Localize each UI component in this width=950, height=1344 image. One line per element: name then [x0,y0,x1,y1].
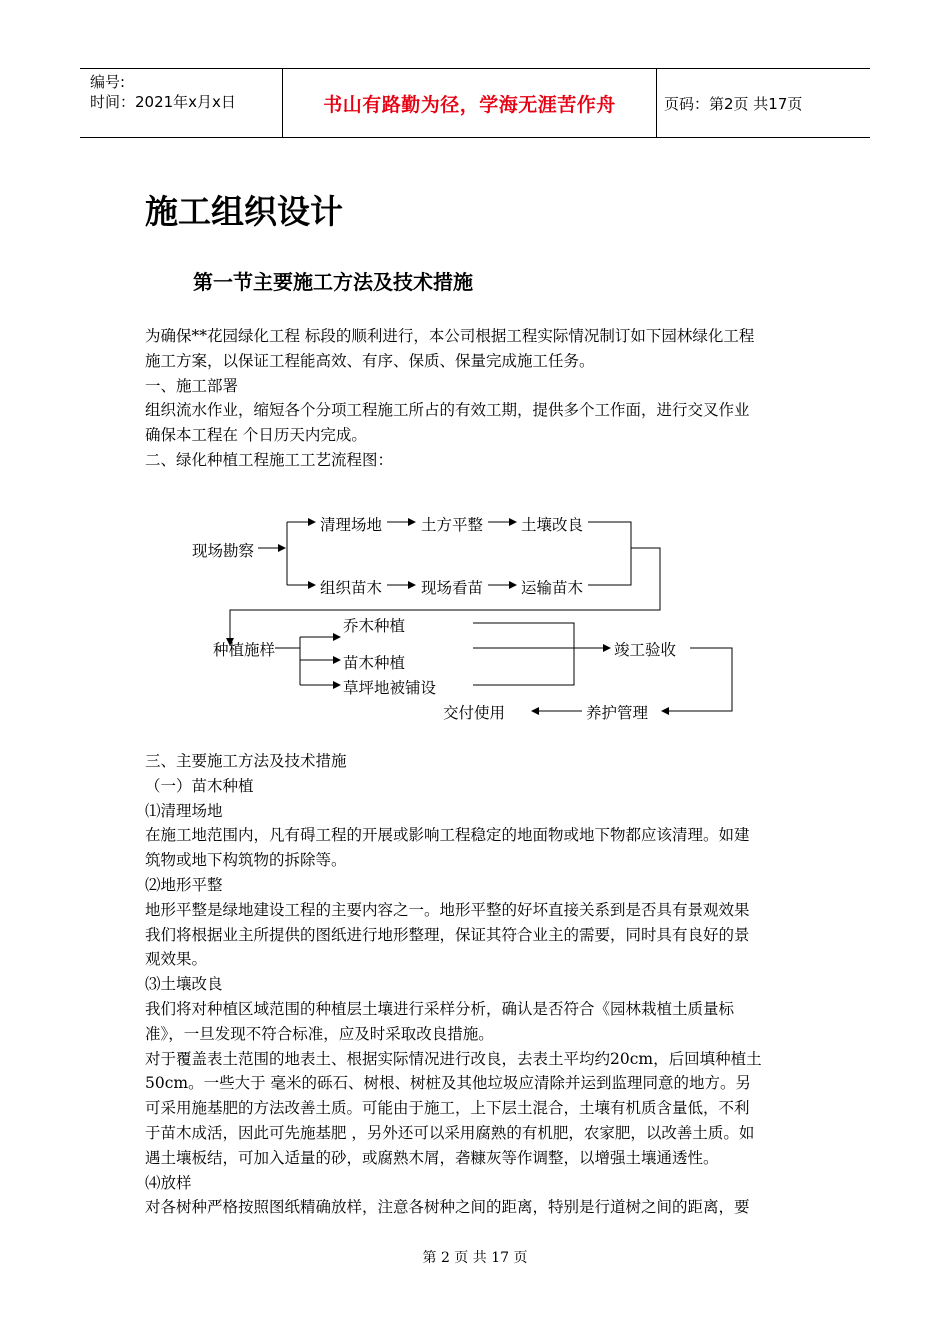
text-line: 为确保**花园绿化工程 标段的顺利进行，本公司根据工程实际情况制订如下园林绿化工程 [145,327,755,345]
text-line: ⑵地形平整 [145,875,223,894]
merge-bracket-2 [473,623,574,685]
node-clear-site: 清理场地 [320,516,383,534]
document-title: 施工组织设计 [145,192,343,231]
header-motto-cell [282,69,657,137]
number-label: 编号: [90,73,126,91]
merge-bracket [588,522,631,585]
node-seedling-planting: 苗木种植 [343,654,406,672]
body-text [145,749,810,1220]
page-header [80,68,870,138]
text-line: 观效果。 [145,950,208,969]
text-line: 一、施工部署 [145,376,239,395]
node-organize-seedlings: 组织苗木 [320,579,383,597]
text-line: 于苗木成活，因此可先施基肥 ，另外还可以采用腐熟的有机肥，农家肥，以改善土质。如 [145,1123,755,1142]
text-line: 可采用施基肥的方法改善土质。可能由于施工，上下层土混合，土壤有机质含量低，不利 [145,1099,750,1118]
node-transport-seedlings: 运输苗木 [521,579,584,597]
node-handover: 交付使用 [443,704,506,722]
text-line: 50cm。一些大于 毫米的砾石、树根、树桩及其他垃圾应清除并运到监理同意的地方。另 [145,1074,752,1093]
text-line: ⑴清理场地 [145,801,223,820]
node-planting-layout: 种植施样 [213,641,276,659]
text-line: 三、主要施工方法及技术措施 [145,752,347,770]
intro-text [145,324,810,473]
text-line: ⑷放样 [145,1173,192,1192]
text-line: （一）苗木种植 [145,776,254,795]
node-maintenance: 养护管理 [586,704,649,722]
header-page-cell [656,69,870,137]
text-line: 对于覆盖表土范围的地表土、根据实际情况进行改良，去表土平均约20cm，后回填种植土 [145,1049,762,1068]
time-label: 时间：2021年x月x日 [90,93,236,111]
text-line: 筑物或地下构筑物的拆除等。 [145,851,347,870]
text-line: 我们将对种植区域范围的种植层土壤进行采样分析，确认是否符合《园林栽植土质量标 [145,999,735,1018]
text-line: ⑶土壤改良 [145,975,223,994]
text-line: 准》，一旦发现不符合标准，应及时采取改良措施。 [145,1024,494,1043]
text-line: 确保本工程在 个日历天内完成。 [145,426,367,445]
text-line: 地形平整是绿地建设工程的主要内容之一。地形平整的好坏直接关系到是否具有景观效果 [145,900,750,919]
text-line: 我们将根据业主所提供的图纸进行地形整理，保证其符合业主的需要，同时具有良好的景 [145,925,750,944]
page-footer: 第 2 页 共 17 页 [422,1250,528,1266]
page-code: 页码：第2页 共17页 [664,94,803,113]
node-survey: 现场勘察 [192,542,255,560]
node-leveling: 土方平整 [421,516,484,534]
text-line: 组织流水作业，缩短各个分项工程施工所占的有效工期，提供多个工作面，进行交叉作业 [145,401,750,420]
node-soil-improve: 土壤改良 [521,516,584,534]
text-line: 遇土壤板结，可加入适量的砂，或腐熟木屑，砻糠灰等作调整，以增强土壤通透性。 [145,1148,719,1167]
motto: 书山有路勤为径，学海无涯苦作舟 [323,93,616,116]
text-line: 对各树种严格按照图纸精确放样，注意各树种之间的距离，特别是行道树之间的距离，要 [145,1198,750,1217]
header-info-cell [80,69,282,137]
text-line: 在施工地范围内，凡有碍工程的开展或影响工程稳定的地面物或地下物都应该清理。如建 [145,826,750,845]
node-lawn-laying: 草坪地被铺设 [343,679,437,697]
node-acceptance: 竣工验收 [614,641,677,659]
text-line: 施工方案，以保证工程能高效、有序、保质、保量完成施工任务。 [145,351,595,370]
node-tree-planting: 乔木种植 [343,617,406,635]
text-line: 二、绿化种植工程施工工艺流程图： [145,450,394,469]
node-inspect-seedlings: 现场看苗 [421,579,484,597]
section-heading: 第一节主要施工方法及技术措施 [193,270,473,294]
